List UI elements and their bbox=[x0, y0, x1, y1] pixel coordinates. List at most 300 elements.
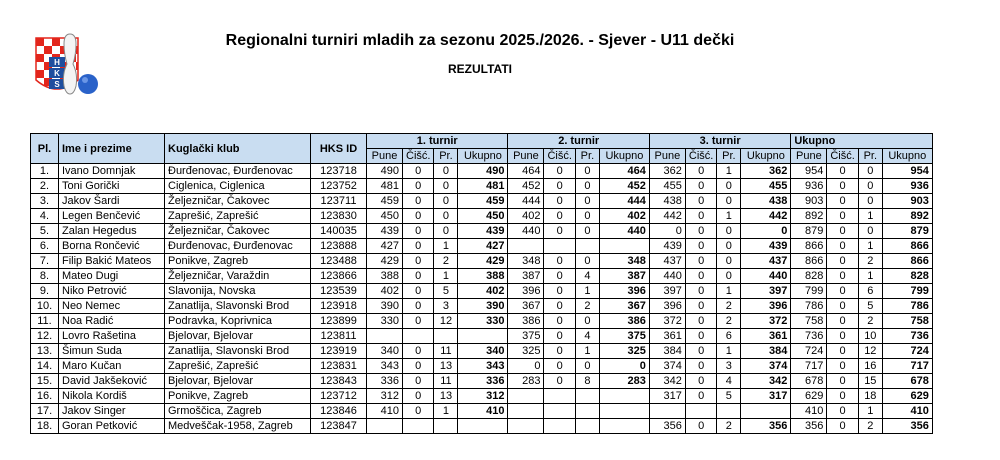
table-row bbox=[31, 314, 933, 329]
cell-cisc: 0 bbox=[827, 269, 858, 284]
cell-cisc bbox=[685, 404, 716, 419]
cell-cisc: 0 bbox=[827, 224, 858, 239]
cell-pr: 2 bbox=[434, 254, 458, 269]
table-row bbox=[31, 299, 933, 314]
cell-pr: 0 bbox=[434, 164, 458, 179]
cell-ukupno: 629 bbox=[882, 389, 932, 404]
cell-cisc: 0 bbox=[685, 194, 716, 209]
cell-ukupno: 954 bbox=[882, 164, 932, 179]
cell-cisc: 0 bbox=[827, 314, 858, 329]
cell-cisc: 0 bbox=[827, 284, 858, 299]
cell-pune: 438 bbox=[649, 194, 685, 209]
svg-text:S: S bbox=[54, 80, 60, 89]
cell-pr: 1 bbox=[434, 269, 458, 284]
cell-ukupno: 390 bbox=[458, 299, 508, 314]
cell-cisc: 0 bbox=[403, 344, 434, 359]
cell-pune: 736 bbox=[791, 329, 827, 344]
cell-pune: 0 bbox=[508, 359, 544, 374]
cell-pr: 0 bbox=[717, 224, 741, 239]
cell-place: 8. bbox=[31, 269, 59, 284]
cell-ukupno: 372 bbox=[741, 314, 791, 329]
col-subheader-ukupno: Ukupno bbox=[882, 149, 932, 164]
cell-cisc: 0 bbox=[827, 194, 858, 209]
cell-cisc: 0 bbox=[827, 239, 858, 254]
cell-pune: 490 bbox=[367, 164, 403, 179]
col-subheader-pune: Pune bbox=[791, 149, 827, 164]
cell-ukupno: 397 bbox=[741, 284, 791, 299]
cell-ukupno: 866 bbox=[882, 254, 932, 269]
cell-pune: 481 bbox=[367, 179, 403, 194]
col-subheader-pune: Pune bbox=[367, 149, 403, 164]
cell-ukupno bbox=[458, 419, 508, 434]
cell-pr: 1 bbox=[434, 404, 458, 419]
cell-place: 15. bbox=[31, 374, 59, 389]
cell-cisc: 0 bbox=[827, 254, 858, 269]
table-row bbox=[31, 344, 933, 359]
cell-pr: 4 bbox=[575, 329, 599, 344]
cell-pune: 464 bbox=[508, 164, 544, 179]
cell-pr: 2 bbox=[858, 254, 882, 269]
cell-pr: 5 bbox=[717, 389, 741, 404]
cell-place: 11. bbox=[31, 314, 59, 329]
cell-name: Nikola Kordiš bbox=[59, 389, 165, 404]
cell-hks-id: 123918 bbox=[311, 299, 367, 314]
cell-pr: 2 bbox=[717, 419, 741, 434]
cell-pune: 283 bbox=[508, 374, 544, 389]
cell-place: 5. bbox=[31, 224, 59, 239]
cell-ukupno: 892 bbox=[882, 209, 932, 224]
cell-name: Borna Rončević bbox=[59, 239, 165, 254]
cell-hks-id: 123899 bbox=[311, 314, 367, 329]
table-row bbox=[31, 329, 933, 344]
cell-ukupno: 342 bbox=[741, 374, 791, 389]
cell-name: Maro Kučan bbox=[59, 359, 165, 374]
cell-cisc: 0 bbox=[403, 374, 434, 389]
cell-name: Mateo Dugi bbox=[59, 269, 165, 284]
cell-ukupno: 678 bbox=[882, 374, 932, 389]
cell-cisc: 0 bbox=[544, 329, 575, 344]
cell-name: Noa Radić bbox=[59, 314, 165, 329]
cell-hks-id: 123711 bbox=[311, 194, 367, 209]
cell-pune: 799 bbox=[791, 284, 827, 299]
cell-ukupno: 348 bbox=[599, 254, 649, 269]
cell-pr: 11 bbox=[434, 374, 458, 389]
cell-pr: 0 bbox=[575, 179, 599, 194]
cell-pr: 0 bbox=[575, 254, 599, 269]
cell-hks-id: 123488 bbox=[311, 254, 367, 269]
cell-pune: 459 bbox=[367, 194, 403, 209]
col-subheader-pr: Pr. bbox=[434, 149, 458, 164]
col-subheader-pune: Pune bbox=[649, 149, 685, 164]
cell-pr: 0 bbox=[717, 179, 741, 194]
cell-cisc bbox=[544, 389, 575, 404]
cell-ukupno: 444 bbox=[599, 194, 649, 209]
cell-pune: 892 bbox=[791, 209, 827, 224]
cell-pune: 450 bbox=[367, 209, 403, 224]
cell-ukupno: 455 bbox=[741, 179, 791, 194]
table-row bbox=[31, 164, 933, 179]
cell-hks-id: 123830 bbox=[311, 209, 367, 224]
cell-pr: 0 bbox=[575, 224, 599, 239]
table-row bbox=[31, 359, 933, 374]
col-subheader-cisc: Čišć. bbox=[403, 149, 434, 164]
cell-hks-id: 140035 bbox=[311, 224, 367, 239]
cell-name: Legen Benčević bbox=[59, 209, 165, 224]
cell-place: 4. bbox=[31, 209, 59, 224]
cell-pr: 1 bbox=[575, 344, 599, 359]
cell-cisc: 0 bbox=[685, 419, 716, 434]
cell-pune: 717 bbox=[791, 359, 827, 374]
cell-cisc: 0 bbox=[827, 404, 858, 419]
cell-ukupno: 464 bbox=[599, 164, 649, 179]
cell-pr: 4 bbox=[575, 269, 599, 284]
cell-ukupno: 343 bbox=[458, 359, 508, 374]
cell-pune: 317 bbox=[649, 389, 685, 404]
cell-pr: 1 bbox=[858, 209, 882, 224]
cell-ukupno: 396 bbox=[599, 284, 649, 299]
cell-hks-id: 123846 bbox=[311, 404, 367, 419]
cell-pr: 1 bbox=[575, 284, 599, 299]
cell-cisc: 0 bbox=[544, 284, 575, 299]
cell-hks-id: 123712 bbox=[311, 389, 367, 404]
cell-pune: 330 bbox=[367, 314, 403, 329]
cell-pune: 375 bbox=[508, 329, 544, 344]
cell-pr: 0 bbox=[575, 194, 599, 209]
cell-cisc: 0 bbox=[403, 179, 434, 194]
hks-logo-icon bbox=[32, 30, 102, 100]
col-subheader-ukupno: Ukupno bbox=[458, 149, 508, 164]
cell-pr: 1 bbox=[858, 239, 882, 254]
cell-pune: 954 bbox=[791, 164, 827, 179]
cell-pr bbox=[575, 419, 599, 434]
cell-place: 6. bbox=[31, 239, 59, 254]
cell-cisc: 0 bbox=[827, 419, 858, 434]
cell-ukupno: 481 bbox=[458, 179, 508, 194]
cell-ukupno: 410 bbox=[458, 404, 508, 419]
cell-club: Zanatlija, Slavonski Brod bbox=[165, 299, 311, 314]
cell-ukupno: 402 bbox=[458, 284, 508, 299]
col-header-club: Kuglački klub bbox=[165, 134, 311, 164]
cell-cisc: 0 bbox=[685, 164, 716, 179]
cell-ukupno: 786 bbox=[882, 299, 932, 314]
cell-pr: 5 bbox=[434, 284, 458, 299]
cell-place: 1. bbox=[31, 164, 59, 179]
table-row bbox=[31, 269, 933, 284]
cell-ukupno: 439 bbox=[741, 239, 791, 254]
cell-pr bbox=[575, 239, 599, 254]
col-subheader-cisc: Čišć. bbox=[544, 149, 575, 164]
cell-name: Niko Petrović bbox=[59, 284, 165, 299]
cell-cisc: 0 bbox=[685, 344, 716, 359]
cell-cisc: 0 bbox=[685, 359, 716, 374]
cell-cisc: 0 bbox=[544, 194, 575, 209]
cell-pr: 16 bbox=[858, 359, 882, 374]
svg-text:K: K bbox=[54, 69, 60, 78]
cell-pune: 340 bbox=[367, 344, 403, 359]
cell-ukupno: 312 bbox=[458, 389, 508, 404]
cell-ukupno: 356 bbox=[882, 419, 932, 434]
cell-cisc: 0 bbox=[544, 359, 575, 374]
cell-pune: 440 bbox=[649, 269, 685, 284]
cell-ukupno: 402 bbox=[599, 209, 649, 224]
cell-place: 3. bbox=[31, 194, 59, 209]
cell-cisc: 0 bbox=[544, 299, 575, 314]
cell-hks-id: 123919 bbox=[311, 344, 367, 359]
cell-pune: 437 bbox=[649, 254, 685, 269]
cell-name: Lovro Rašetina bbox=[59, 329, 165, 344]
cell-name: Goran Petković bbox=[59, 419, 165, 434]
cell-pr: 0 bbox=[717, 239, 741, 254]
cell-pune: 356 bbox=[791, 419, 827, 434]
cell-pr: 1 bbox=[717, 209, 741, 224]
cell-pune: 758 bbox=[791, 314, 827, 329]
col-subheader-pr: Pr. bbox=[717, 149, 741, 164]
cell-pune: 866 bbox=[791, 254, 827, 269]
cell-cisc: 0 bbox=[685, 224, 716, 239]
cell-hks-id: 123888 bbox=[311, 239, 367, 254]
cell-pr: 0 bbox=[858, 224, 882, 239]
cell-hks-id: 123843 bbox=[311, 374, 367, 389]
cell-pune: 362 bbox=[649, 164, 685, 179]
cell-pr: 2 bbox=[717, 314, 741, 329]
cell-pune: 0 bbox=[649, 224, 685, 239]
cell-club: Željezničar, Čakovec bbox=[165, 224, 311, 239]
cell-cisc: 0 bbox=[827, 344, 858, 359]
cell-ukupno bbox=[458, 329, 508, 344]
cell-pune bbox=[508, 404, 544, 419]
cell-name: David Jakšeković bbox=[59, 374, 165, 389]
cell-pune: 374 bbox=[649, 359, 685, 374]
cell-ukupno: 429 bbox=[458, 254, 508, 269]
col-header-tournament-1: 1. turnir bbox=[367, 134, 508, 149]
cell-pr: 4 bbox=[717, 374, 741, 389]
table-row bbox=[31, 209, 933, 224]
cell-cisc: 0 bbox=[827, 329, 858, 344]
cell-cisc: 0 bbox=[685, 329, 716, 344]
cell-cisc bbox=[544, 404, 575, 419]
cell-ukupno bbox=[741, 404, 791, 419]
cell-pune: 342 bbox=[649, 374, 685, 389]
cell-cisc: 0 bbox=[403, 209, 434, 224]
cell-cisc: 0 bbox=[544, 269, 575, 284]
page-subtitle: REZULTATI bbox=[448, 62, 512, 76]
cell-pr: 0 bbox=[434, 224, 458, 239]
cell-cisc: 0 bbox=[685, 314, 716, 329]
cell-place: 7. bbox=[31, 254, 59, 269]
table-row bbox=[31, 239, 933, 254]
cell-pr: 12 bbox=[434, 314, 458, 329]
cell-club: Zaprešić, Zaprešić bbox=[165, 359, 311, 374]
cell-hks-id: 123847 bbox=[311, 419, 367, 434]
cell-pune bbox=[508, 419, 544, 434]
cell-club: Podravka, Koprivnica bbox=[165, 314, 311, 329]
col-subheader-ukupno: Ukupno bbox=[741, 149, 791, 164]
cell-cisc: 0 bbox=[544, 179, 575, 194]
col-header-hks-id: HKS ID bbox=[311, 134, 367, 164]
cell-place: 9. bbox=[31, 284, 59, 299]
cell-pr: 0 bbox=[717, 269, 741, 284]
cell-ukupno: 437 bbox=[741, 254, 791, 269]
cell-ukupno: 490 bbox=[458, 164, 508, 179]
cell-ukupno: 903 bbox=[882, 194, 932, 209]
cell-ukupno: 375 bbox=[599, 329, 649, 344]
cell-club: Željezničar, Čakovec bbox=[165, 194, 311, 209]
cell-hks-id: 123866 bbox=[311, 269, 367, 284]
cell-pune: 410 bbox=[367, 404, 403, 419]
cell-pune: 396 bbox=[508, 284, 544, 299]
cell-club: Željezničar, Varaždin bbox=[165, 269, 311, 284]
cell-pr: 1 bbox=[717, 344, 741, 359]
cell-cisc: 0 bbox=[544, 254, 575, 269]
cell-pr: 0 bbox=[575, 164, 599, 179]
cell-ukupno: 374 bbox=[741, 359, 791, 374]
cell-ukupno bbox=[599, 389, 649, 404]
cell-pr: 0 bbox=[717, 194, 741, 209]
cell-pune: 678 bbox=[791, 374, 827, 389]
cell-name: Filip Bakić Mateos bbox=[59, 254, 165, 269]
col-header-place: Pl. bbox=[31, 134, 59, 164]
cell-pune: 387 bbox=[508, 269, 544, 284]
cell-pune: 386 bbox=[508, 314, 544, 329]
cell-pr: 1 bbox=[717, 164, 741, 179]
col-header-tournament-2: 2. turnir bbox=[508, 134, 649, 149]
cell-club: Đurđenovac, Đurđenovac bbox=[165, 239, 311, 254]
cell-pr: 18 bbox=[858, 389, 882, 404]
cell-ukupno: 450 bbox=[458, 209, 508, 224]
cell-pune: 312 bbox=[367, 389, 403, 404]
cell-ukupno: 336 bbox=[458, 374, 508, 389]
cell-cisc: 0 bbox=[827, 299, 858, 314]
cell-pr: 10 bbox=[858, 329, 882, 344]
cell-ukupno: 367 bbox=[599, 299, 649, 314]
cell-cisc: 0 bbox=[403, 284, 434, 299]
cell-cisc: 0 bbox=[544, 209, 575, 224]
cell-place: 14. bbox=[31, 359, 59, 374]
cell-pr: 0 bbox=[575, 314, 599, 329]
cell-name: Ivano Domnjak bbox=[59, 164, 165, 179]
cell-place: 13. bbox=[31, 344, 59, 359]
cell-name: Jakov Šardi bbox=[59, 194, 165, 209]
cell-cisc: 0 bbox=[403, 164, 434, 179]
cell-cisc: 0 bbox=[403, 254, 434, 269]
table-row bbox=[31, 374, 933, 389]
cell-pune: 629 bbox=[791, 389, 827, 404]
cell-cisc: 0 bbox=[827, 359, 858, 374]
cell-ukupno bbox=[599, 404, 649, 419]
cell-pune: 828 bbox=[791, 269, 827, 284]
cell-ukupno: 866 bbox=[882, 239, 932, 254]
cell-club: Đurđenovac, Đurđenovac bbox=[165, 164, 311, 179]
cell-pr: 6 bbox=[858, 284, 882, 299]
page-title: Regionalni turniri mladih za sezonu 2025./2026. - Sjever - U11 dečki bbox=[225, 32, 735, 49]
cell-cisc: 0 bbox=[685, 269, 716, 284]
cell-hks-id: 123831 bbox=[311, 359, 367, 374]
cell-hks-id: 123752 bbox=[311, 179, 367, 194]
cell-club: Zanatlija, Slavonski Brod bbox=[165, 344, 311, 359]
cell-pune: 444 bbox=[508, 194, 544, 209]
cell-pr: 11 bbox=[434, 344, 458, 359]
cell-pr: 1 bbox=[858, 269, 882, 284]
cell-cisc bbox=[403, 419, 434, 434]
cell-pune bbox=[649, 404, 685, 419]
cell-club: Ponikve, Zagreb bbox=[165, 389, 311, 404]
cell-pune: 367 bbox=[508, 299, 544, 314]
cell-cisc: 0 bbox=[544, 164, 575, 179]
cell-cisc: 0 bbox=[403, 239, 434, 254]
cell-cisc: 0 bbox=[403, 269, 434, 284]
cell-ukupno: 724 bbox=[882, 344, 932, 359]
cell-cisc: 0 bbox=[544, 374, 575, 389]
cell-pr: 5 bbox=[858, 299, 882, 314]
cell-name: Šimun Suda bbox=[59, 344, 165, 359]
cell-pune: 442 bbox=[649, 209, 685, 224]
cell-ukupno: 384 bbox=[741, 344, 791, 359]
cell-place: 10. bbox=[31, 299, 59, 314]
cell-pr: 2 bbox=[858, 419, 882, 434]
cell-ukupno: 325 bbox=[599, 344, 649, 359]
cell-ukupno: 0 bbox=[741, 224, 791, 239]
cell-cisc: 0 bbox=[685, 299, 716, 314]
cell-cisc: 0 bbox=[685, 389, 716, 404]
cell-club: Slavonija, Novska bbox=[165, 284, 311, 299]
cell-pr: 0 bbox=[858, 164, 882, 179]
cell-pr: 2 bbox=[575, 299, 599, 314]
cell-cisc: 0 bbox=[403, 359, 434, 374]
cell-pr: 0 bbox=[858, 194, 882, 209]
col-subheader-ukupno: Ukupno bbox=[599, 149, 649, 164]
cell-ukupno: 427 bbox=[458, 239, 508, 254]
cell-cisc: 0 bbox=[685, 284, 716, 299]
cell-pune: 429 bbox=[367, 254, 403, 269]
cell-cisc bbox=[544, 239, 575, 254]
cell-pune: 724 bbox=[791, 344, 827, 359]
cell-ukupno: 362 bbox=[741, 164, 791, 179]
cell-ukupno: 330 bbox=[458, 314, 508, 329]
cell-pr: 13 bbox=[434, 389, 458, 404]
cell-ukupno: 440 bbox=[741, 269, 791, 284]
cell-pr: 1 bbox=[717, 284, 741, 299]
table-row bbox=[31, 254, 933, 269]
cell-pr bbox=[575, 389, 599, 404]
cell-ukupno: 758 bbox=[882, 314, 932, 329]
cell-cisc bbox=[544, 419, 575, 434]
cell-pr bbox=[434, 329, 458, 344]
cell-pr bbox=[575, 404, 599, 419]
cell-pune bbox=[367, 419, 403, 434]
cell-ukupno: 410 bbox=[882, 404, 932, 419]
cell-pune: 397 bbox=[649, 284, 685, 299]
cell-pr: 2 bbox=[717, 299, 741, 314]
cell-pune: 336 bbox=[367, 374, 403, 389]
cell-name: Zalan Hegedus bbox=[59, 224, 165, 239]
cell-pr: 6 bbox=[717, 329, 741, 344]
cell-pr bbox=[434, 419, 458, 434]
table-row bbox=[31, 284, 933, 299]
cell-cisc: 0 bbox=[685, 239, 716, 254]
col-header-tournament-3: 3. turnir bbox=[649, 134, 790, 149]
cell-pr: 3 bbox=[717, 359, 741, 374]
cell-hks-id: 123539 bbox=[311, 284, 367, 299]
col-header-name: Ime i prezime bbox=[59, 134, 165, 164]
cell-cisc: 0 bbox=[827, 164, 858, 179]
cell-ukupno: 388 bbox=[458, 269, 508, 284]
cell-pune: 356 bbox=[649, 419, 685, 434]
cell-place: 2. bbox=[31, 179, 59, 194]
cell-pr: 0 bbox=[858, 179, 882, 194]
cell-cisc: 0 bbox=[685, 179, 716, 194]
cell-place: 12. bbox=[31, 329, 59, 344]
col-subheader-pr: Pr. bbox=[575, 149, 599, 164]
